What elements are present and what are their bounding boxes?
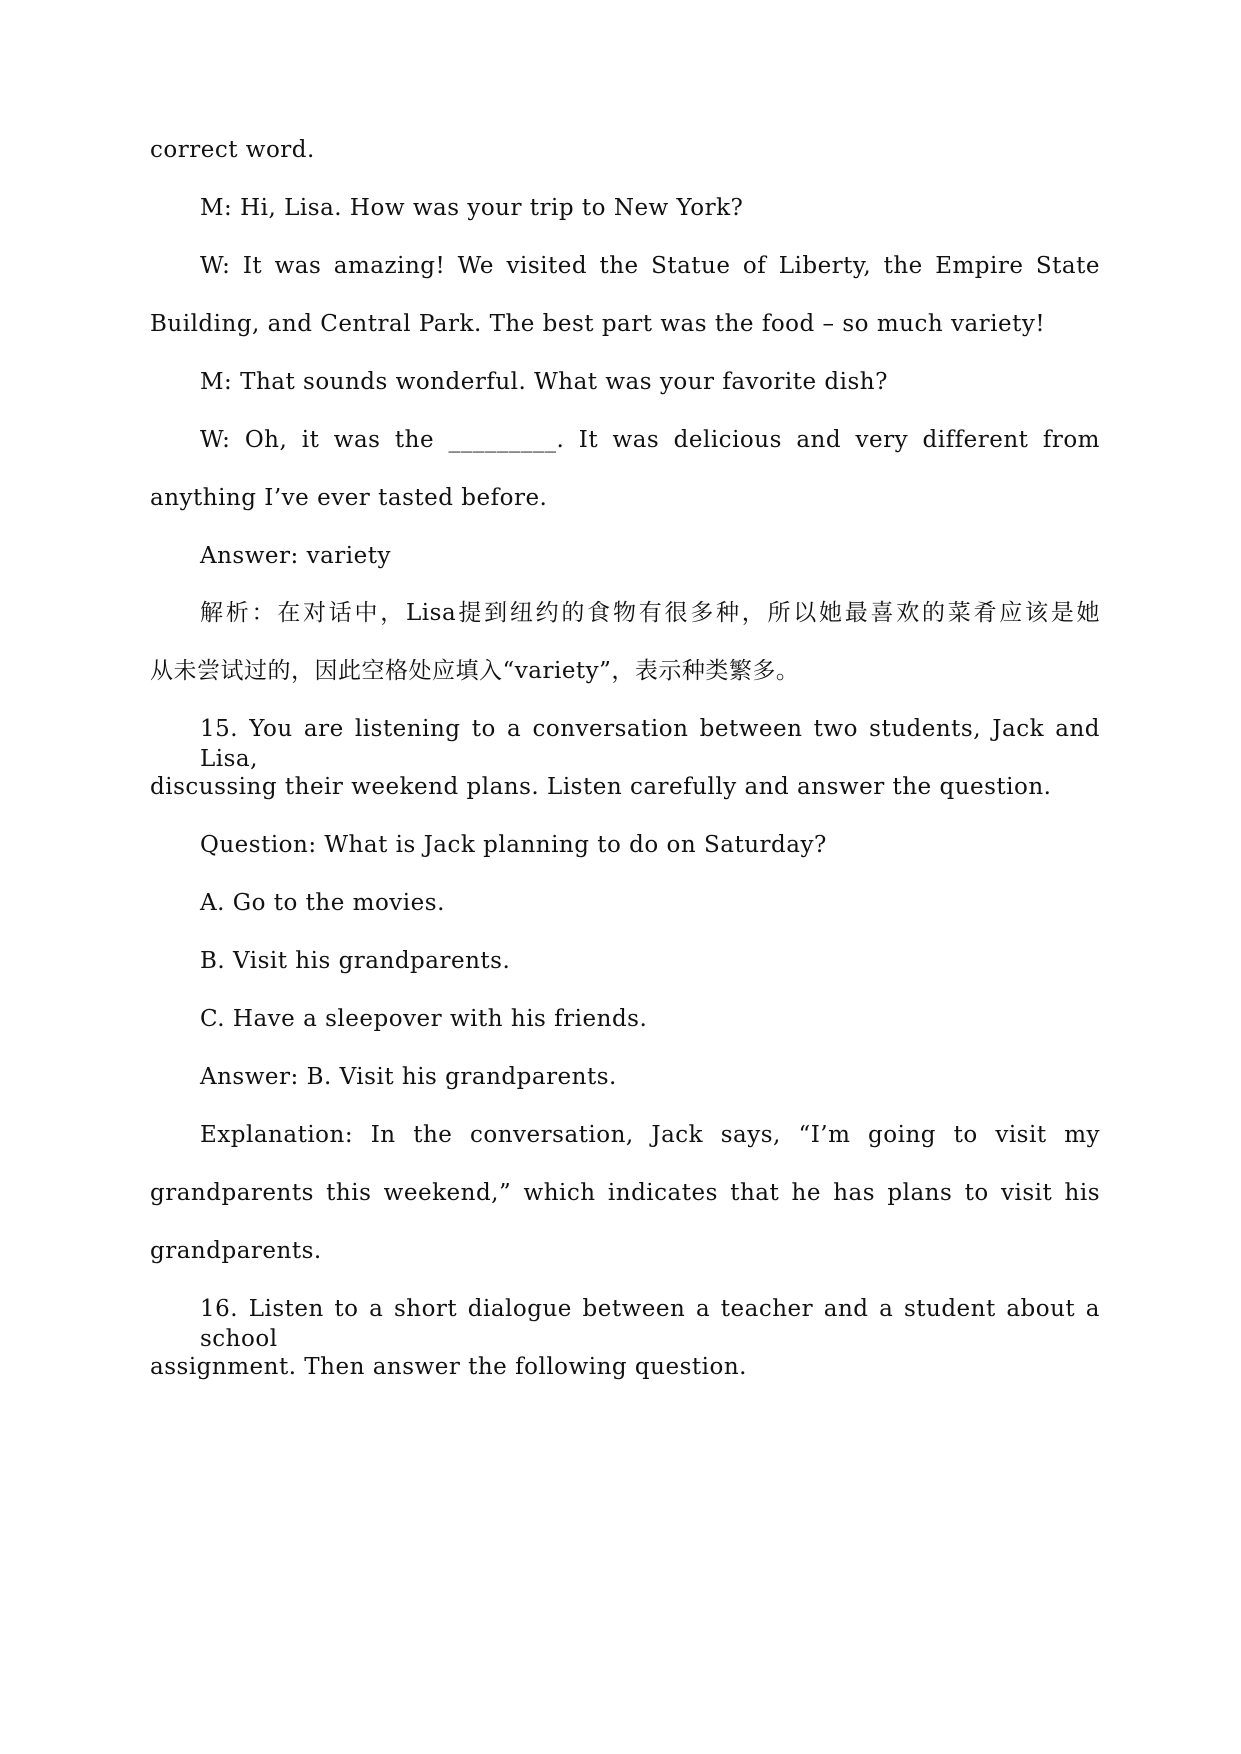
- answer-line: Answer: B. Visit his grandparents.: [200, 1064, 617, 1090]
- question-line: discussing their weekend plans. Listen carefully and answer the question.: [150, 774, 1052, 800]
- dialogue-line: W: It was amazing! We visited the Statue of Liberty, the Empire State: [200, 253, 1100, 279]
- dialogue-line: anything I’ve ever tasted before.: [150, 485, 548, 511]
- question-line: Question: What is Jack planning to do on Saturday?: [200, 832, 827, 858]
- answer-line: Answer: variety: [200, 543, 391, 569]
- dialogue-line: Building, and Central Park. The best part was the food – so much variety!: [150, 311, 1046, 337]
- text-line: correct word.: [150, 137, 315, 163]
- analysis-line: 解析：在对话中，Lisa提到纽约的食物有很多种，所以她最喜欢的菜肴应该是她: [200, 600, 1100, 626]
- analysis-line: 从未尝试过的，因此空格处应填入“variety”，表示种类繁多。: [150, 658, 800, 684]
- explanation-line: grandparents.: [150, 1238, 322, 1264]
- option-c: C. Have a sleepover with his friends.: [200, 1006, 648, 1032]
- option-b: B. Visit his grandparents.: [200, 948, 511, 974]
- dialogue-line: M: That sounds wonderful. What was your favorite dish?: [200, 369, 888, 395]
- question-line: assignment. Then answer the following question.: [150, 1354, 747, 1380]
- explanation-line: Explanation: In the conversation, Jack says, “I’m going to visit my: [200, 1122, 1100, 1148]
- option-a: A. Go to the movies.: [200, 890, 445, 916]
- question-line: 16. Listen to a short dialogue between a teacher and a student about a school: [200, 1296, 1100, 1352]
- question-line: 15. You are listening to a conversation between two students, Jack and Lisa,: [200, 716, 1100, 772]
- explanation-line: grandparents this weekend,” which indicates that he has plans to visit his: [150, 1180, 1100, 1206]
- dialogue-line: M: Hi, Lisa. How was your trip to New York?: [200, 195, 744, 221]
- dialogue-line: W: Oh, it was the _________. It was delicious and very different from: [200, 427, 1100, 453]
